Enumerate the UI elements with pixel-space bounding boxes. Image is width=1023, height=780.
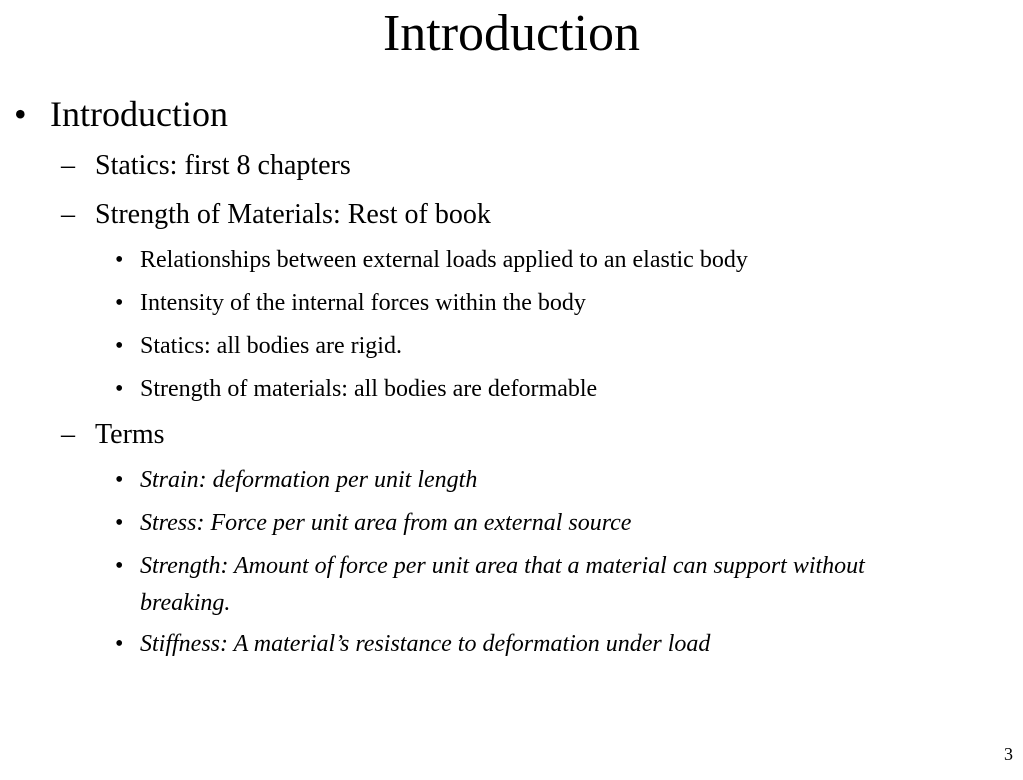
term-text: Strength: Amount of force per unit area that a material can support without breaking. bbox=[140, 553, 865, 616]
dash-marker: – bbox=[61, 419, 75, 450]
sub-bullet-text: Strength of Materials: Rest of book bbox=[95, 199, 491, 230]
sub-bullet-statics bbox=[61, 150, 351, 182]
detail-bullet-intensity bbox=[115, 289, 586, 317]
detail-bullet-deformable bbox=[115, 375, 598, 403]
term-stiffness bbox=[115, 630, 711, 658]
detail-bullet-text: Intensity of the internal forces within the body bbox=[140, 290, 586, 316]
detail-bullet-text: Relationships between external loads applied to an elastic body bbox=[140, 247, 748, 273]
term-text: Strain: deformation per unit length bbox=[140, 467, 478, 493]
bullet-text: Introduction bbox=[50, 94, 228, 134]
detail-bullet-text: Statics: all bodies are rigid. bbox=[140, 333, 402, 359]
term-text: Stress: Force per unit area from an external source bbox=[140, 510, 632, 536]
detail-bullet-text: Strength of materials: all bodies are deformable bbox=[140, 376, 598, 402]
bullet-marker: • bbox=[115, 631, 124, 657]
page-number: 3 bbox=[1004, 744, 1013, 764]
sub-bullet-text: Terms bbox=[95, 419, 165, 450]
detail-bullet-relationships bbox=[115, 246, 748, 274]
bullet-marker: • bbox=[115, 333, 124, 359]
sub-bullet-terms bbox=[61, 419, 165, 451]
bullet-marker: • bbox=[115, 553, 124, 579]
dash-marker: – bbox=[61, 199, 75, 230]
sub-bullet-strength-of-materials bbox=[61, 199, 491, 231]
bullet-marker: • bbox=[115, 376, 124, 402]
term-text: Stiffness: A material’s resistance to deformation under load bbox=[140, 631, 711, 657]
dash-marker: – bbox=[61, 150, 75, 181]
bullet-introduction bbox=[14, 94, 228, 134]
term-strength bbox=[115, 548, 960, 622]
sub-bullet-text: Statics: first 8 chapters bbox=[95, 150, 351, 181]
term-stress bbox=[115, 509, 632, 537]
bullet-marker: • bbox=[115, 467, 124, 493]
bullet-marker: • bbox=[14, 94, 27, 134]
bullet-marker: • bbox=[115, 247, 124, 273]
bullet-marker: • bbox=[115, 510, 124, 536]
term-strain bbox=[115, 466, 478, 494]
detail-bullet-statics-rigid bbox=[115, 332, 402, 360]
slide-title: Introduction bbox=[382, 5, 641, 62]
bullet-marker: • bbox=[115, 290, 124, 316]
